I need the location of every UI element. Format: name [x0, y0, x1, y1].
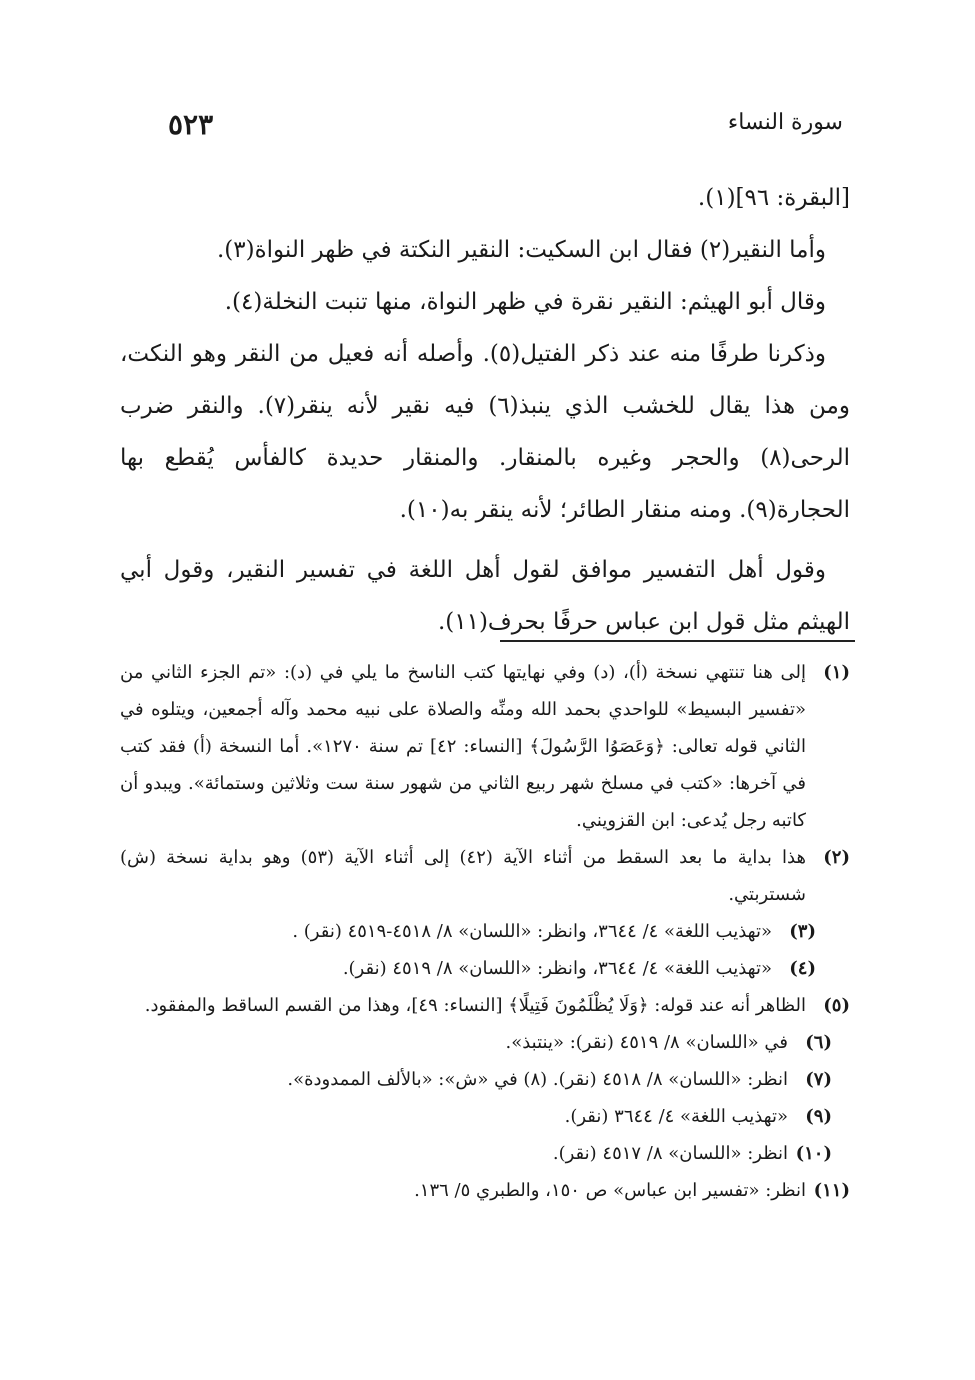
footnote [120, 1098, 850, 1135]
footnote-text: هذا بداية ما بعد السقط من أثناء الآية (٤٢) إلى أثناء الآية (٥٣) وهو بداية نسخة (ش) شستربتي. [120, 847, 806, 905]
paragraph: وقول أهل التفسير موافق لقول أهل اللغة في تفسير النقير، وقول أبي الهيثم مثل قول ابن عباس حرفًا بحرف(١١). [120, 557, 850, 635]
footnote [120, 839, 850, 913]
footnote-number: (١٠) [795, 1143, 832, 1164]
footnote-text: إلى هنا تنتهي نسخة (أ)، (د) وفي نهايتها كتب الناسخ ما يلي في (د): «تم الجزء الثاني من «تفسير البسيط» للواحدي بحمد الله ومنِّه والصلاة على نبيه محمد وآله أجمعين، ويتلوه في الثاني قوله تعالى: ﴿وَعَصَوُا الرَّسُولَ﴾ [النساء: ٤٢] تم سنة ١٢٧٠». أما النسخة (أ) فقد كتب في آخرها: «كتب في مسلخ شهر ربيع الثاني من شهور سنة ست وثلاثين وستمائة». ويبدو أن كاتبه رجل يُدعى: ابن القزويني. [120, 662, 807, 831]
footnote-number: (١) [823, 662, 850, 683]
footnote-number: (٤) [789, 958, 816, 979]
footnote-number: (٦) [805, 1032, 832, 1053]
running-head [0, 108, 975, 148]
footnote-number: (٩) [805, 1106, 832, 1127]
footnote-text: «تهذيب اللغة» ٤/ ٣٦٤٤، وانظر: «اللسان» ٨/ ٤٥١٨-٤٥١٩ (نقر) . [292, 921, 772, 942]
footnote [120, 1135, 850, 1172]
footnote-text: «تهذيب اللغة» ٤/ ٣٦٤٤، وانظر: «اللسان» ٨/ ٤٥١٩ (نقر). [342, 958, 772, 979]
footnote-text: انظر: «اللسان» ٨/ ٤٥١٧ (نقر). [552, 1143, 788, 1164]
footnote-number: (٣) [789, 921, 816, 942]
footnote-number: (٧) [805, 1069, 832, 1090]
footnote-text: انظر: «اللسان» ٨/ ٤٥١٨ (نقر). (٨) في «ش»: «بالألف الممدودة». [287, 1069, 788, 1090]
footnote [120, 1061, 850, 1098]
paragraph: وقال أبو الهيثم: النقير نقرة في ظهر النواة، منها تنبت النخلة(٤). [224, 289, 826, 315]
surah-title: سورة النساء [727, 110, 843, 135]
footnote [120, 1024, 850, 1061]
footnote-divider [500, 640, 855, 642]
footnote [120, 1172, 850, 1209]
footnote-text: في «اللسان» ٨/ ٤٥١٩ (نقر): «ينتبذ». [505, 1032, 788, 1053]
footnote [120, 654, 850, 839]
paragraph: وذكرنا طرفًا منه عند ذكر الفتيل(٥). وأصله أنه فعيل من النقر وهو النكت، ومن هذا يقال للخشب الذي ينبذ(٦) فيه نقير لأنه ينقر(٧). والنقر ضرب الرحى(٨) والحجر وغيره بالمنقار. والمنقار حديدة كالفأس يُقطع بها الحجارة(٩). ومنه منقار الطائر؛ لأنه ينقر به(١٠). [120, 341, 850, 523]
footnote-number: (٢) [823, 847, 850, 868]
footnote-number: (٥) [823, 995, 850, 1016]
footnote-text: انظر: «تفسير ابن عباس» ص ١٥٠، والطبري ٥/ ١٣٦. [414, 1180, 806, 1201]
footnote-text: الظاهر أنه عند قوله: ﴿وَلَا يُظْلَمُونَ فَتِيلًا﴾ [النساء: ٤٩]، وهذا من القسم الساقط والمفقود. [144, 995, 806, 1016]
paragraph: وأما النقير(٢) فقال ابن السكيت: النقير النكتة في ظهر النواة(٣). [216, 237, 826, 263]
page-number: ٥٢٣ [168, 108, 214, 141]
main-text [120, 172, 850, 648]
footnote-text: «تهذيب اللغة» ٤/ ٣٦٤٤ (نقر). [564, 1106, 788, 1127]
paragraph: [البقرة: ٩٦](١). [697, 185, 850, 211]
footnote [120, 913, 850, 950]
footnotes [120, 654, 850, 1209]
footnote-number: (١١) [813, 1180, 850, 1201]
footnote [120, 987, 850, 1024]
footnote [120, 950, 850, 987]
